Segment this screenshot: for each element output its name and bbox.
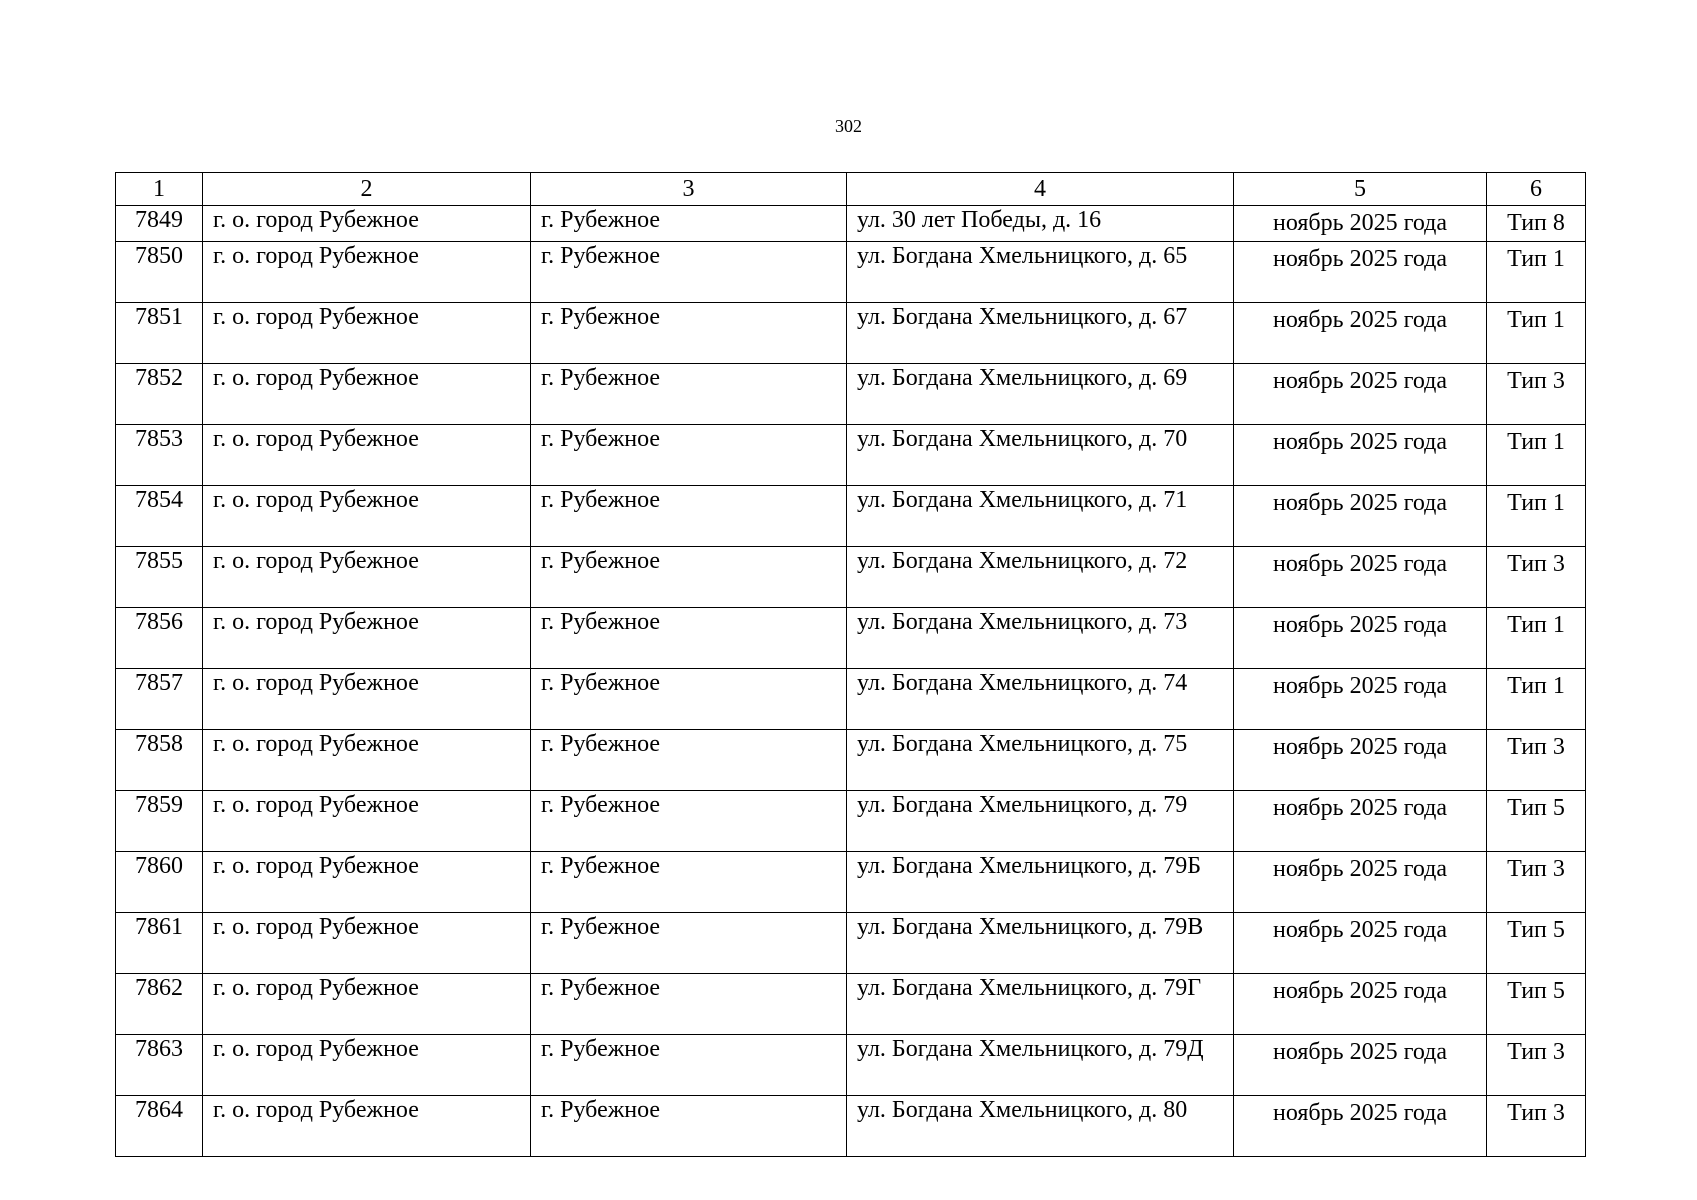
date-cell: ноябрь 2025 года xyxy=(1234,364,1487,425)
type-cell: Тип 8 xyxy=(1487,206,1586,242)
type-cell: Тип 1 xyxy=(1487,242,1586,303)
address-cell: ул. Богдана Хмельницкого, д. 75 xyxy=(847,730,1234,791)
address-cell: ул. Богдана Хмельницкого, д. 79В xyxy=(847,913,1234,974)
address-cell: ул. 30 лет Победы, д. 16 xyxy=(847,206,1234,242)
date-cell: ноябрь 2025 года xyxy=(1234,303,1487,364)
type-cell: Тип 3 xyxy=(1487,852,1586,913)
district-cell: г. о. город Рубежное xyxy=(203,669,531,730)
row-number: 7858 xyxy=(116,730,203,791)
table-row xyxy=(116,1035,1586,1096)
district-cell: г. о. город Рубежное xyxy=(203,974,531,1035)
table-row xyxy=(116,974,1586,1035)
address-cell: ул. Богдана Хмельницкого, д. 80 xyxy=(847,1096,1234,1157)
address-cell: ул. Богдана Хмельницкого, д. 73 xyxy=(847,608,1234,669)
address-cell: ул. Богдана Хмельницкого, д. 79Д xyxy=(847,1035,1234,1096)
type-cell: Тип 1 xyxy=(1487,669,1586,730)
table-row xyxy=(116,547,1586,608)
row-number: 7853 xyxy=(116,425,203,486)
district-cell: г. о. город Рубежное xyxy=(203,852,531,913)
register-table xyxy=(115,172,1586,1157)
row-number: 7856 xyxy=(116,608,203,669)
date-cell: ноябрь 2025 года xyxy=(1234,1096,1487,1157)
table-row xyxy=(116,730,1586,791)
settlement-cell: г. Рубежное xyxy=(531,486,847,547)
date-cell: ноябрь 2025 года xyxy=(1234,608,1487,669)
column-header: 1 xyxy=(116,173,203,206)
type-cell: Тип 1 xyxy=(1487,608,1586,669)
table-row xyxy=(116,791,1586,852)
settlement-cell: г. Рубежное xyxy=(531,913,847,974)
settlement-cell: г. Рубежное xyxy=(531,669,847,730)
district-cell: г. о. город Рубежное xyxy=(203,547,531,608)
type-cell: Тип 5 xyxy=(1487,913,1586,974)
settlement-cell: г. Рубежное xyxy=(531,364,847,425)
settlement-cell: г. Рубежное xyxy=(531,303,847,364)
date-cell: ноябрь 2025 года xyxy=(1234,913,1487,974)
address-cell: ул. Богдана Хмельницкого, д. 79Г xyxy=(847,974,1234,1035)
type-cell: Тип 5 xyxy=(1487,791,1586,852)
address-cell: ул. Богдана Хмельницкого, д. 70 xyxy=(847,425,1234,486)
address-cell: ул. Богдана Хмельницкого, д. 67 xyxy=(847,303,1234,364)
table-row xyxy=(116,242,1586,303)
column-header: 4 xyxy=(847,173,1234,206)
table-row xyxy=(116,913,1586,974)
district-cell: г. о. город Рубежное xyxy=(203,1096,531,1157)
district-cell: г. о. город Рубежное xyxy=(203,364,531,425)
address-cell: ул. Богдана Хмельницкого, д. 72 xyxy=(847,547,1234,608)
district-cell: г. о. город Рубежное xyxy=(203,242,531,303)
date-cell: ноябрь 2025 года xyxy=(1234,206,1487,242)
date-cell: ноябрь 2025 года xyxy=(1234,425,1487,486)
address-cell: ул. Богдана Хмельницкого, д. 74 xyxy=(847,669,1234,730)
type-cell: Тип 3 xyxy=(1487,1096,1586,1157)
row-number: 7860 xyxy=(116,852,203,913)
district-cell: г. о. город Рубежное xyxy=(203,206,531,242)
address-cell: ул. Богдана Хмельницкого, д. 79Б xyxy=(847,852,1234,913)
date-cell: ноябрь 2025 года xyxy=(1234,242,1487,303)
settlement-cell: г. Рубежное xyxy=(531,1096,847,1157)
date-cell: ноябрь 2025 года xyxy=(1234,791,1487,852)
district-cell: г. о. город Рубежное xyxy=(203,791,531,852)
settlement-cell: г. Рубежное xyxy=(531,425,847,486)
column-header: 5 xyxy=(1234,173,1487,206)
type-cell: Тип 3 xyxy=(1487,547,1586,608)
table-row xyxy=(116,303,1586,364)
type-cell: Тип 1 xyxy=(1487,303,1586,364)
settlement-cell: г. Рубежное xyxy=(531,974,847,1035)
table-row xyxy=(116,608,1586,669)
table-row xyxy=(116,425,1586,486)
date-cell: ноябрь 2025 года xyxy=(1234,1035,1487,1096)
date-cell: ноябрь 2025 года xyxy=(1234,852,1487,913)
row-number: 7864 xyxy=(116,1096,203,1157)
settlement-cell: г. Рубежное xyxy=(531,730,847,791)
row-number: 7849 xyxy=(116,206,203,242)
date-cell: ноябрь 2025 года xyxy=(1234,547,1487,608)
district-cell: г. о. город Рубежное xyxy=(203,303,531,364)
column-header: 2 xyxy=(203,173,531,206)
table-row xyxy=(116,1096,1586,1157)
type-cell: Тип 3 xyxy=(1487,364,1586,425)
type-cell: Тип 5 xyxy=(1487,974,1586,1035)
date-cell: ноябрь 2025 года xyxy=(1234,974,1487,1035)
date-cell: ноябрь 2025 года xyxy=(1234,730,1487,791)
address-cell: ул. Богдана Хмельницкого, д. 69 xyxy=(847,364,1234,425)
row-number: 7857 xyxy=(116,669,203,730)
table-row xyxy=(116,364,1586,425)
address-cell: ул. Богдана Хмельницкого, д. 79 xyxy=(847,791,1234,852)
row-number: 7861 xyxy=(116,913,203,974)
district-cell: г. о. город Рубежное xyxy=(203,1035,531,1096)
type-cell: Тип 1 xyxy=(1487,486,1586,547)
row-number: 7852 xyxy=(116,364,203,425)
column-header: 6 xyxy=(1487,173,1586,206)
row-number: 7863 xyxy=(116,1035,203,1096)
settlement-cell: г. Рубежное xyxy=(531,608,847,669)
district-cell: г. о. город Рубежное xyxy=(203,913,531,974)
row-number: 7855 xyxy=(116,547,203,608)
type-cell: Тип 1 xyxy=(1487,425,1586,486)
settlement-cell: г. Рубежное xyxy=(531,852,847,913)
table-row xyxy=(116,486,1586,547)
settlement-cell: г. Рубежное xyxy=(531,206,847,242)
table-header-row xyxy=(116,173,1586,206)
row-number: 7854 xyxy=(116,486,203,547)
district-cell: г. о. город Рубежное xyxy=(203,730,531,791)
row-number: 7862 xyxy=(116,974,203,1035)
type-cell: Тип 3 xyxy=(1487,1035,1586,1096)
address-cell: ул. Богдана Хмельницкого, д. 71 xyxy=(847,486,1234,547)
settlement-cell: г. Рубежное xyxy=(531,1035,847,1096)
table-row xyxy=(116,206,1586,242)
address-cell: ул. Богдана Хмельницкого, д. 65 xyxy=(847,242,1234,303)
district-cell: г. о. город Рубежное xyxy=(203,486,531,547)
type-cell: Тип 3 xyxy=(1487,730,1586,791)
district-cell: г. о. город Рубежное xyxy=(203,608,531,669)
date-cell: ноябрь 2025 года xyxy=(1234,486,1487,547)
row-number: 7850 xyxy=(116,242,203,303)
row-number: 7851 xyxy=(116,303,203,364)
date-cell: ноябрь 2025 года xyxy=(1234,669,1487,730)
district-cell: г. о. город Рубежное xyxy=(203,425,531,486)
row-number: 7859 xyxy=(116,791,203,852)
column-header: 3 xyxy=(531,173,847,206)
settlement-cell: г. Рубежное xyxy=(531,791,847,852)
table-row xyxy=(116,852,1586,913)
table-row xyxy=(116,669,1586,730)
settlement-cell: г. Рубежное xyxy=(531,242,847,303)
settlement-cell: г. Рубежное xyxy=(531,547,847,608)
page-number: 302 xyxy=(835,116,862,136)
